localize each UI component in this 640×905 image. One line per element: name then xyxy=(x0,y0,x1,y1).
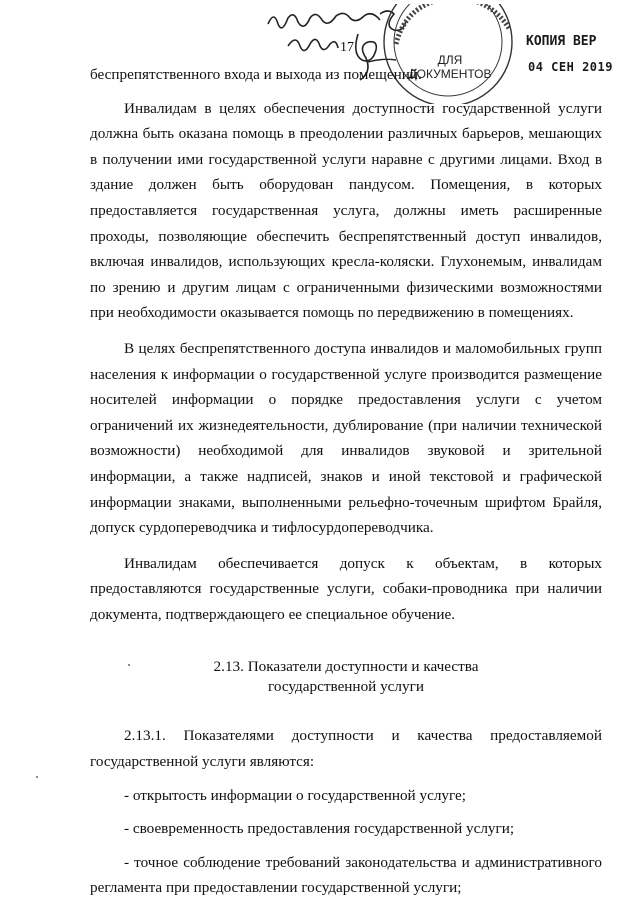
paragraph-indicators: 2.13.1. Показателями доступности и качества предоставляемой государственной услуги являются: xyxy=(90,727,602,771)
list-item: - точное соблюдение требований законодательства и административного регламента при предоставлении государственной услуги; xyxy=(90,853,602,897)
paragraph-guide-dog: Инвалидам обеспечивается допуск к объектам, в которых предоставляются государственные услуги, собаки-проводника при наличии документа, подтверждающего ее специальное обучение. xyxy=(90,554,602,623)
list-item: - открытость информации о государственной услуге; xyxy=(124,786,466,804)
copy-stamp-date: 04 СЕН 2019 xyxy=(528,60,613,74)
section-heading-line1: 2.13. Показатели доступности и качества xyxy=(213,658,479,676)
section-heading-line2: государственной услуги xyxy=(268,678,424,696)
paragraph-disabled-assistance: Инвалидам в целях обеспечения доступности государственной услуги должна быть оказана помощь в преодолении различных барьеров, мешающих в получении ими государственной услуги наравне с другими лицами. Вход в здание должен быть оборудован пандусом. Помещения, в которых предоставляется государственная услуга, должны иметь расширенные проходы, позволяющие обеспечить беспрепятственный доступ инвалидов, включая инвалидов, использующих кресла-коляски. Глухонемым, инвалидам по зрению и другим лицам с ограниченными физическими возможностями при необходимости оказывается помощь по передвижению в помещениях. xyxy=(90,99,602,322)
section-heading xyxy=(90,657,602,697)
svg-text:ДЛЯ: ДЛЯ xyxy=(437,53,463,67)
svg-text:ДОКУМЕНТОВ: ДОКУМЕНТОВ xyxy=(408,67,492,81)
page-number: 17 xyxy=(340,40,354,55)
scan-speck xyxy=(128,664,130,666)
copy-stamp-word: КОПИЯ ВЕР xyxy=(526,34,597,49)
list-item: - своевременность предоставления государственной услуги; xyxy=(124,820,515,838)
paragraph-information-access: В целях беспрепятственного доступа инвалидов и маломобильных групп населения к информации о государственной услуге производится размещение носителей информации о порядке предоставления услуги с учетом ограничений их жизнедеятельности, дублирование (при наличии технической возможности) необходимой для инвалидов звуковой и зрительной информации, а также надписей, знаков и иной текстовой и графической информации знаками, выполненными рельефно-точечным шрифтом Брайля, допуск сурдопереводчика и тифлосурдопереводчика. xyxy=(90,339,602,537)
paragraph-continuation: беспрепятственного входа и выхода из помещений. xyxy=(90,66,422,83)
scan-speck xyxy=(36,776,38,778)
document-body xyxy=(90,62,602,901)
